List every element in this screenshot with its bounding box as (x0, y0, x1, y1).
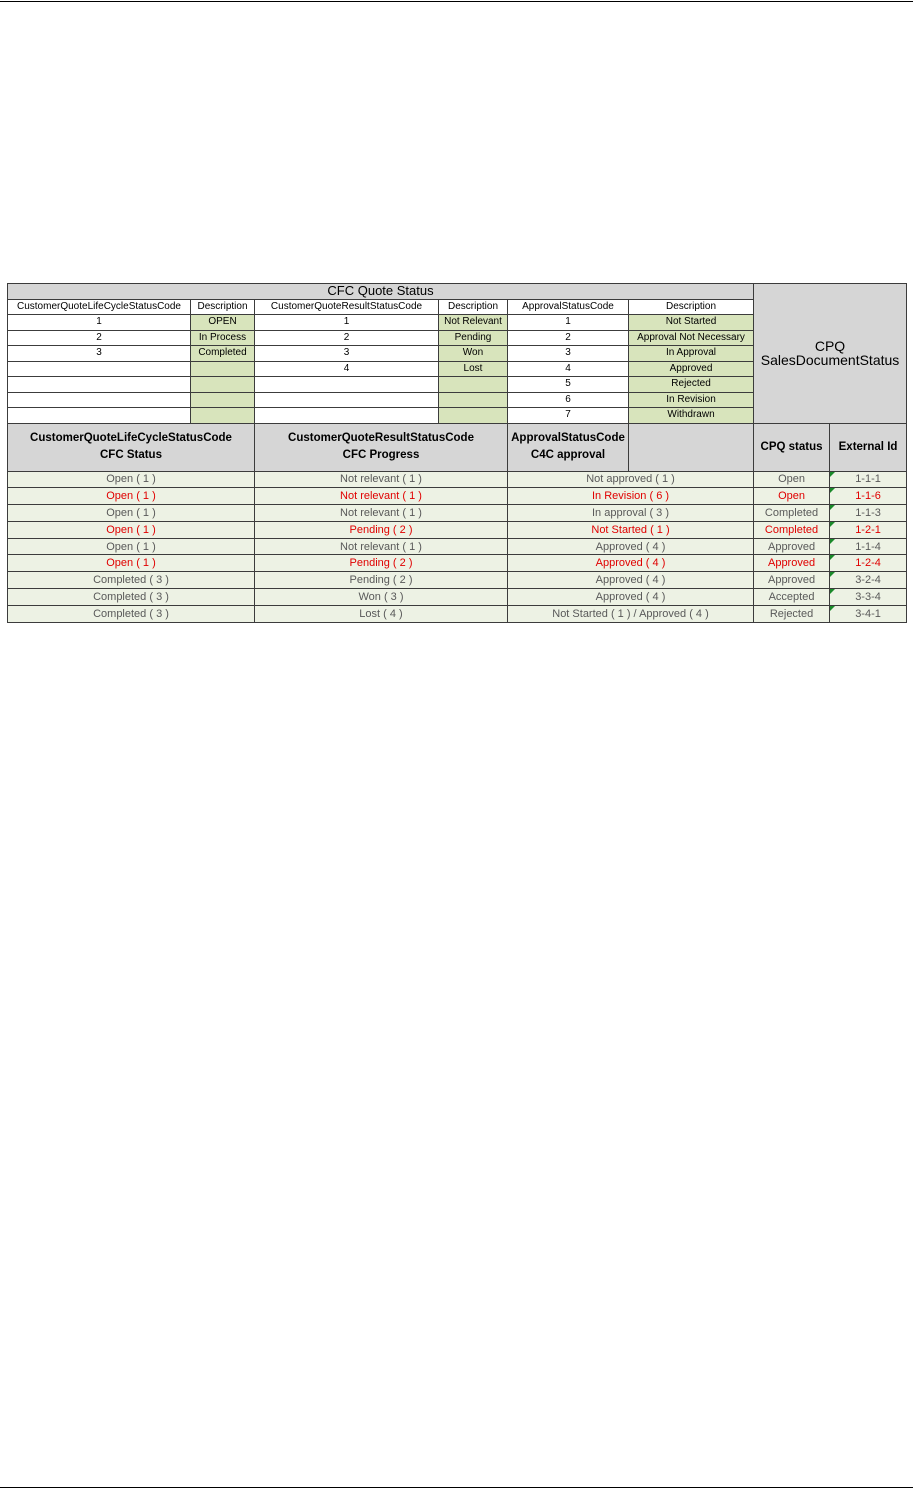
external-id-cell: 1-2-1 (830, 521, 907, 538)
cpq-status-cell: Approved (754, 572, 830, 589)
description-cell: In Approval (629, 346, 754, 362)
c4c-approval-cell: Approved ( 4 ) (508, 538, 754, 555)
table-row (8, 589, 907, 606)
description-cell: Rejected (629, 377, 754, 393)
cpq-status-cell: Completed (754, 505, 830, 522)
description-cell (191, 408, 255, 424)
cpq-status-cell: Approved (754, 555, 830, 572)
code-cell (8, 377, 191, 393)
external-id-cell: 3-4-1 (830, 605, 907, 622)
code-cell (255, 377, 439, 393)
blank-header (629, 423, 754, 471)
column-header: Description (439, 299, 508, 315)
external-id-cell: 3-2-4 (830, 572, 907, 589)
table-row (8, 605, 907, 622)
cpq-side-header (754, 284, 907, 424)
description-cell (191, 361, 255, 377)
code-cell (8, 408, 191, 424)
cfc-status-cell: Completed ( 3 ) (8, 572, 255, 589)
description-cell: Approval Not Necessary (629, 330, 754, 346)
cfc-status-cell: Open ( 1 ) (8, 488, 255, 505)
code-cell: 4 (255, 361, 439, 377)
column-header: ApprovalStatusCode (508, 299, 629, 315)
cfc-status-cell: Completed ( 3 ) (8, 605, 255, 622)
description-cell: Completed (191, 346, 255, 362)
code-cell: 3 (508, 346, 629, 362)
cfc-progress-cell: Lost ( 4 ) (255, 605, 508, 622)
code-cell (8, 361, 191, 377)
cfc-progress-cell: Not relevant ( 1 ) (255, 538, 508, 555)
description-cell: Not Started (629, 315, 754, 331)
c4c-approval-cell: Not approved ( 1 ) (508, 471, 754, 488)
c4c-approval-cell: Approved ( 4 ) (508, 589, 754, 606)
c4c-approval-cell: Approved ( 4 ) (508, 572, 754, 589)
table-title: CFC Quote Status (8, 284, 754, 300)
code-cell: 1 (8, 315, 191, 331)
cfc-quote-status-table (7, 283, 907, 623)
description-cell: Pending (439, 330, 508, 346)
cpq-status-cell: Rejected (754, 605, 830, 622)
external-id-cell: 1-1-4 (830, 538, 907, 555)
description-cell: Won (439, 346, 508, 362)
description-cell: In Revision (629, 392, 754, 408)
c4c-approval-cell: In approval ( 3 ) (508, 505, 754, 522)
table-row (8, 521, 907, 538)
cfc-status-header-line-1: CustomerQuoteLifeCycleStatusCode (30, 432, 232, 444)
cfc-status-cell: Open ( 1 ) (8, 521, 255, 538)
c4c-approval-header-line-2: C4C approval (530, 449, 606, 461)
c4c-approval-cell: Not Started ( 1 ) / Approved ( 4 ) (508, 605, 754, 622)
description-cell: In Process (191, 330, 255, 346)
c4c-approval-cell: Not Started ( 1 ) (508, 521, 754, 538)
description-cell (439, 408, 508, 424)
external-id-cell: 1-1-3 (830, 505, 907, 522)
description-cell (191, 392, 255, 408)
column-header: CustomerQuoteResultStatusCode (255, 299, 439, 315)
page-bottom-rule (0, 1487, 913, 1488)
description-cell: OPEN (191, 315, 255, 331)
cfc-progress-cell: Pending ( 2 ) (255, 555, 508, 572)
description-cell: Approved (629, 361, 754, 377)
description-cell: Not Relevant (439, 315, 508, 331)
cpq-status-cell: Completed (754, 521, 830, 538)
code-cell: 3 (8, 346, 191, 362)
cfc-status-header-line-2: CFC Status (100, 449, 162, 461)
column-header: Description (629, 299, 754, 315)
cfc-progress-cell: Won ( 3 ) (255, 589, 508, 606)
page-top-rule (0, 1, 913, 2)
code-cell (8, 392, 191, 408)
code-cell: 1 (508, 315, 629, 331)
code-cell: 6 (508, 392, 629, 408)
external-id-header: External Id (830, 423, 907, 471)
sales-document-status-label: SalesDocumentStatus (760, 352, 900, 369)
cfc-progress-header (255, 423, 508, 471)
code-cell: 2 (8, 330, 191, 346)
cfc-progress-cell: Not relevant ( 1 ) (255, 505, 508, 522)
code-cell: 3 (255, 346, 439, 362)
cfc-progress-cell: Pending ( 2 ) (255, 521, 508, 538)
code-cell: 7 (508, 408, 629, 424)
c4c-approval-header (508, 423, 629, 471)
cpq-status-cell: Open (754, 488, 830, 505)
description-cell: Lost (439, 361, 508, 377)
external-id-cell: 3-3-4 (830, 589, 907, 606)
table-row (8, 505, 907, 522)
external-id-cell: 1-1-6 (830, 488, 907, 505)
c4c-approval-header-line-1: ApprovalStatusCode (511, 432, 625, 444)
table-row (8, 488, 907, 505)
cfc-progress-cell: Not relevant ( 1 ) (255, 471, 508, 488)
code-cell: 2 (255, 330, 439, 346)
cfc-progress-header-line-1: CustomerQuoteResultStatusCode (288, 432, 474, 444)
cfc-status-header (8, 423, 255, 471)
table-row (8, 538, 907, 555)
cpq-status-cell: Accepted (754, 589, 830, 606)
cfc-progress-header-line-2: CFC Progress (342, 449, 420, 461)
external-id-cell: 1-1-1 (830, 471, 907, 488)
cfc-status-cell: Open ( 1 ) (8, 555, 255, 572)
code-cell: 1 (255, 315, 439, 331)
table-row (8, 555, 907, 572)
description-cell (191, 377, 255, 393)
cfc-status-cell: Completed ( 3 ) (8, 589, 255, 606)
cpq-status-cell: Approved (754, 538, 830, 555)
column-header: CustomerQuoteLifeCycleStatusCode (8, 299, 191, 315)
mapping-header-row (8, 423, 907, 471)
cfc-progress-cell: Pending ( 2 ) (255, 572, 508, 589)
column-header: Description (191, 299, 255, 315)
cpq-status-cell: Open (754, 471, 830, 488)
external-id-cell: 1-2-4 (830, 555, 907, 572)
code-cell (255, 392, 439, 408)
description-cell: Withdrawn (629, 408, 754, 424)
code-cell (255, 408, 439, 424)
cfc-status-cell: Open ( 1 ) (8, 471, 255, 488)
description-cell (439, 392, 508, 408)
c4c-approval-cell: Approved ( 4 ) (508, 555, 754, 572)
cpq-label: CPQ (814, 338, 846, 355)
c4c-approval-cell: In Revision ( 6 ) (508, 488, 754, 505)
table-row (8, 471, 907, 488)
cfc-progress-cell: Not relevant ( 1 ) (255, 488, 508, 505)
cfc-status-cell: Open ( 1 ) (8, 505, 255, 522)
table-row (8, 572, 907, 589)
description-cell (439, 377, 508, 393)
cfc-status-cell: Open ( 1 ) (8, 538, 255, 555)
code-cell: 5 (508, 377, 629, 393)
code-cell: 2 (508, 330, 629, 346)
cpq-status-header: CPQ status (754, 423, 830, 471)
code-cell: 4 (508, 361, 629, 377)
